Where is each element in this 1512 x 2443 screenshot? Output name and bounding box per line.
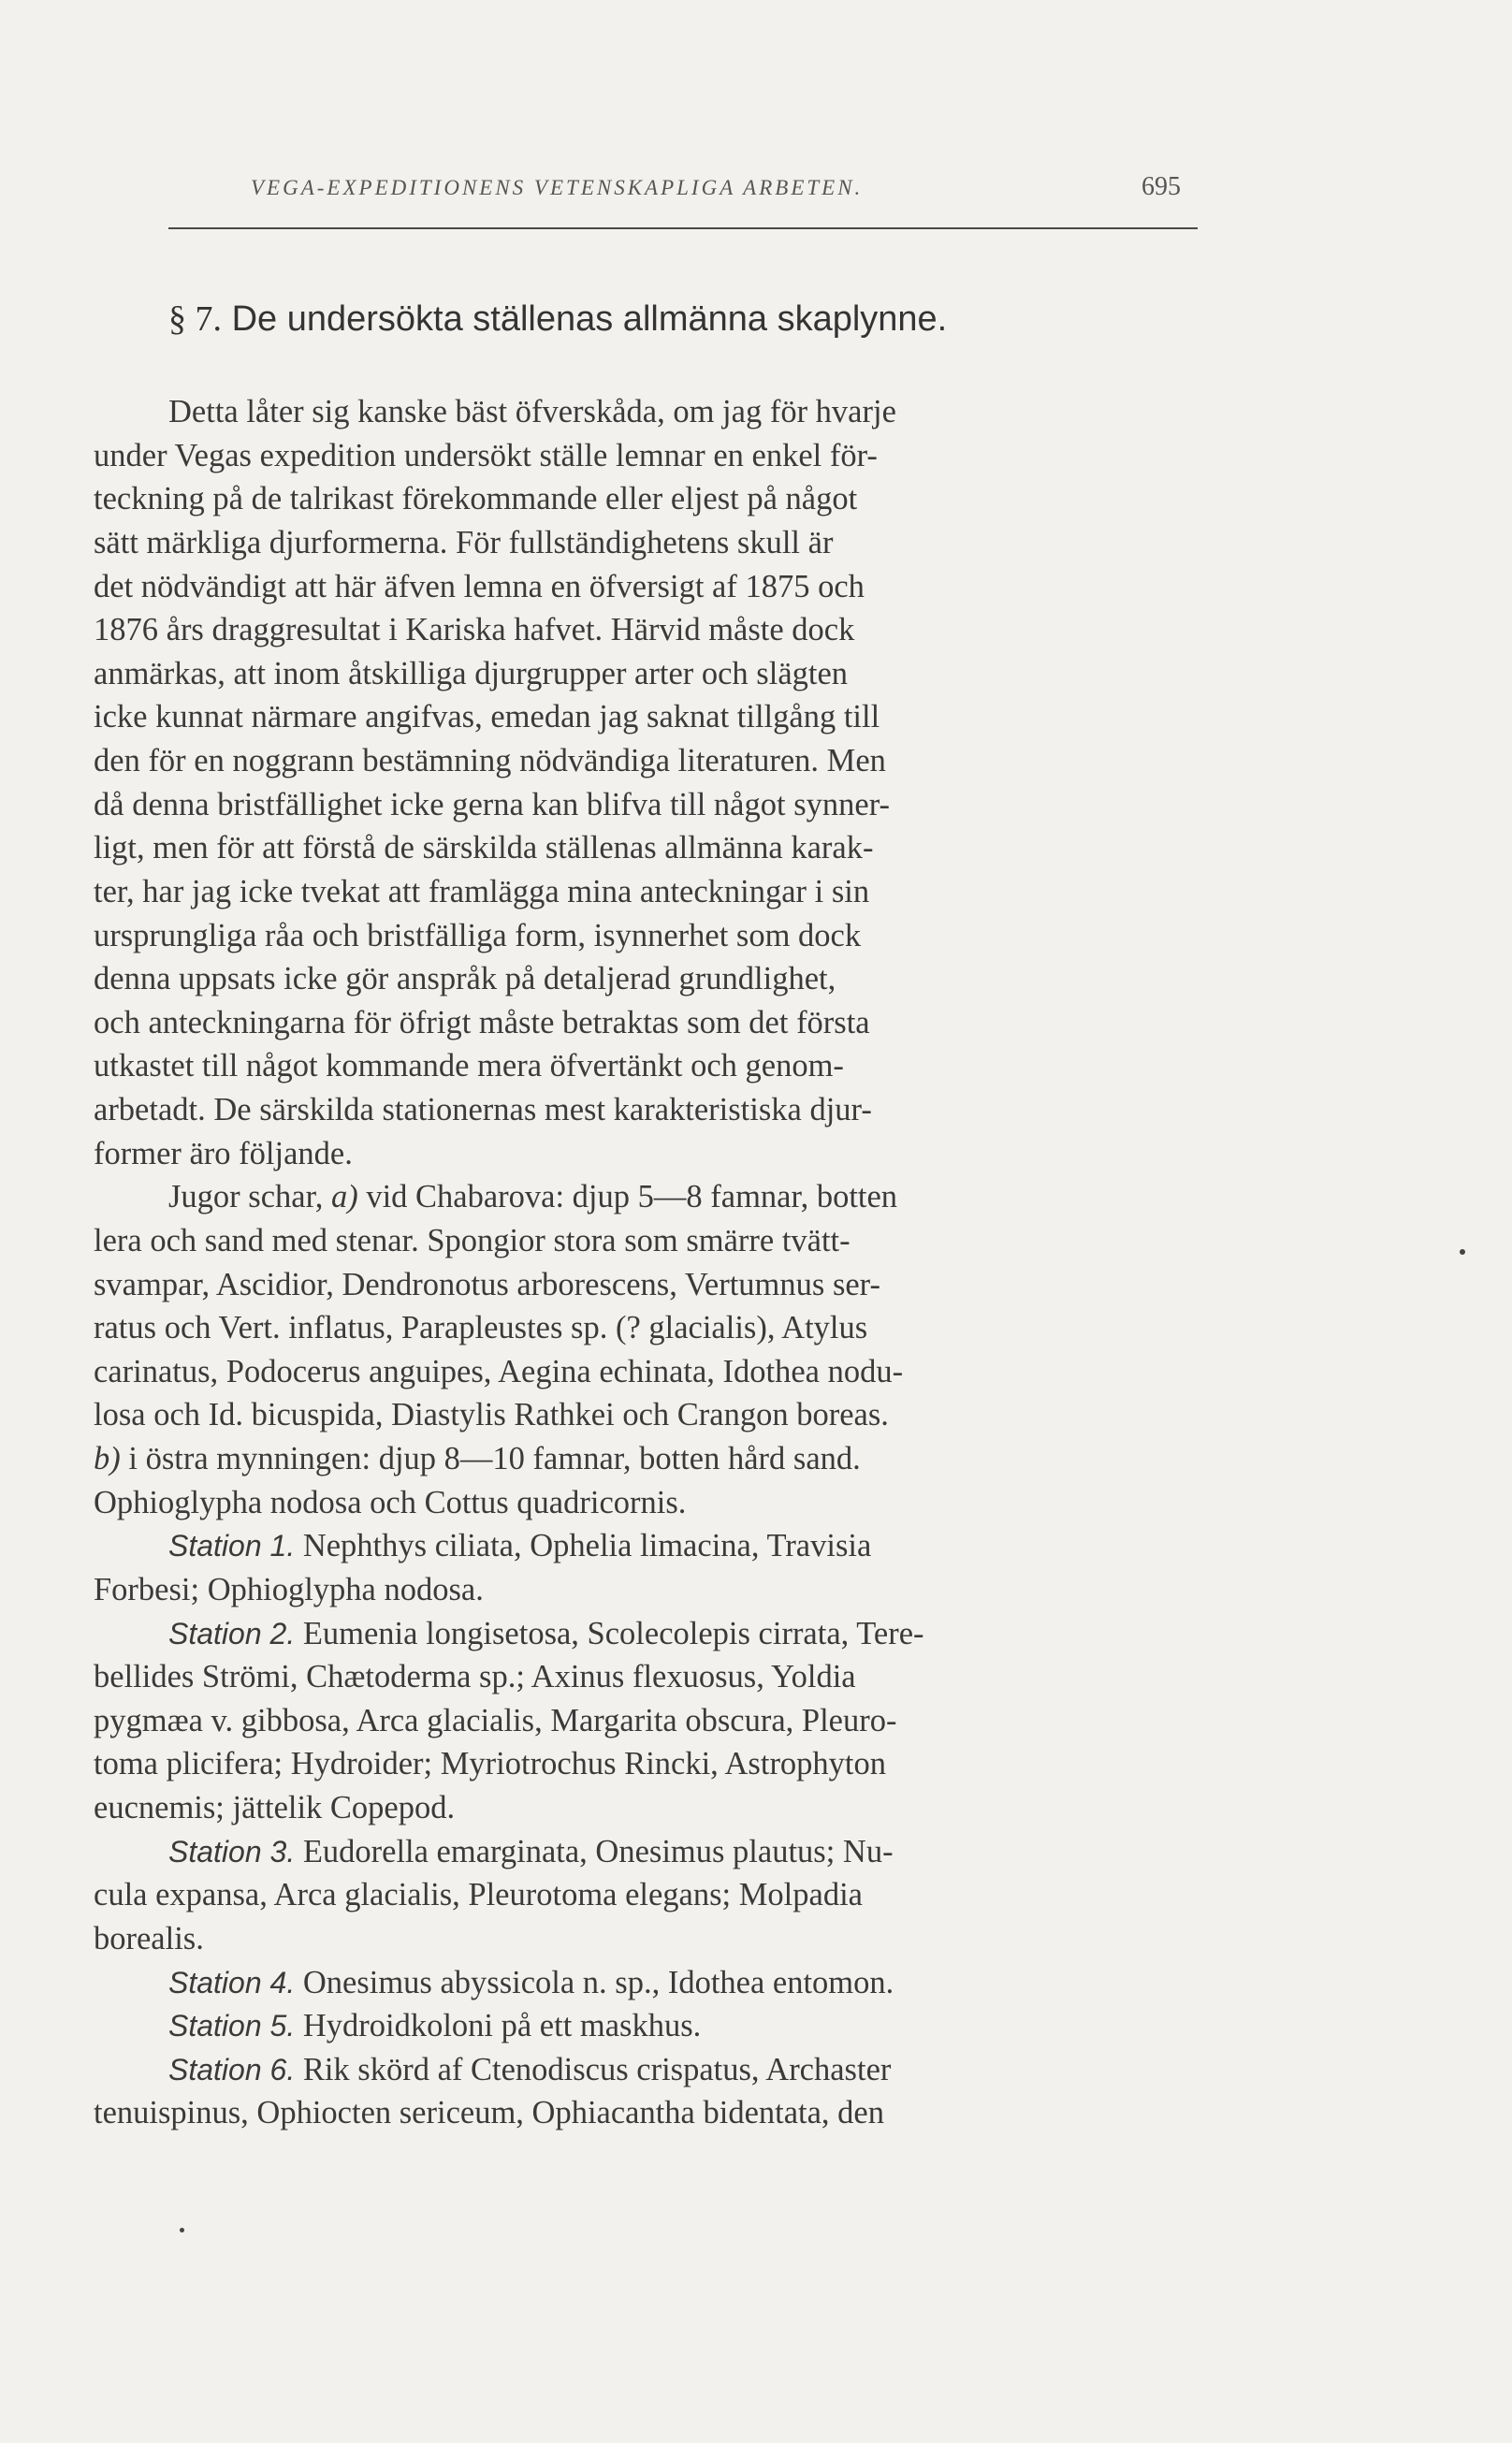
text-line: 1876 års draggresultat i Kariska hafvet. Härvid måste dock (94, 612, 855, 648)
text-line: lera och sand med stenar. Spongior stora som smärre tvätt- (94, 1222, 850, 1258)
text-line: denna uppsats icke gör anspråk på detaljerad grundlighet, (94, 961, 836, 997)
text-line: Ophioglypha nodosa och Cottus quadricornis. (94, 1484, 687, 1520)
section-heading (168, 298, 1198, 340)
station-entry-line (94, 2048, 1198, 2092)
station-label: Station 3. (168, 1834, 296, 1869)
text-line: tenuispinus, Ophiocten sericeum, Ophiacantha bidentata, den (94, 2095, 884, 2131)
text-line: svampar, Ascidior, Dendronotus arborescens, Vertumnus ser- (94, 1266, 880, 1302)
text-line: ratus och Vert. inflatus, Parapleustes sp. (? glacialis), Atylus (94, 1310, 868, 1346)
text-line: ursprungliga råa och bristfälliga form, isynnerhet som dock (94, 917, 862, 953)
text-line: anmärkas, att inom åtskilliga djurgrupper arter och slägten (94, 655, 849, 691)
text-line: arbetadt. De särskilda stationernas mest karakteristiska djur- (94, 1092, 872, 1127)
text-line: utkastet till något kommande mera öfvertänkt och genom- (94, 1048, 844, 1084)
text-line: carinatus, Podocerus anguipes, Aegina echinata, Idothea nodu- (94, 1353, 904, 1389)
station-text: Rik skörd af Ctenodiscus crispatus, Archaster (295, 2051, 892, 2087)
entry-text: vid Chabarova: djup 5—8 famnar, botten (357, 1179, 898, 1215)
station-label: Station 5. (168, 2009, 296, 2043)
sublocation-label: b) (94, 1441, 121, 1476)
text-line: och anteckningarna för öfrigt måste betraktas som det första (94, 1004, 870, 1040)
station-label: Station 6. (168, 2052, 296, 2087)
text-line: losa och Id. bicuspida, Diastylis Rathkei och Crangon boreas. (94, 1397, 889, 1433)
entry-text: i östra mynningen: djup 8—10 famnar, botten hård sand. (120, 1441, 861, 1476)
text-line: former äro följande. (94, 1135, 353, 1171)
station-entry-line (94, 1961, 1198, 2005)
station-entry-line (94, 1612, 1198, 1656)
text-line: pygmæa v. gibbosa, Arca glacialis, Margarita obscura, Pleuro- (94, 1702, 897, 1738)
station-entry-line (94, 2004, 1198, 2048)
section-title-text: De undersökta ställenas allmänna skaplynne. (231, 299, 948, 339)
text-line: ligt, men för att förstå de särskilda ställenas allmänna karak- (94, 830, 874, 866)
station-text: Eumenia longisetosa, Scolecolepis cirrata, Tere- (295, 1615, 924, 1651)
text-line: Forbesi; Ophioglypha nodosa. (94, 1571, 484, 1607)
station-entry-line (94, 1524, 1198, 1568)
text-line: icke kunnat närmare angifvas, emedan jag saknat tillgång till (94, 699, 880, 735)
print-speck (1460, 1249, 1465, 1255)
station-text: Hydroidkoloni på ett maskhus. (295, 2008, 702, 2044)
station-entry-line (94, 1830, 1198, 1874)
station-label: Station 4. (168, 1965, 296, 1999)
text-line: det nödvändigt att här äfven lemna en öfversigt af 1875 och (94, 568, 865, 604)
text-line: sätt märkliga djurformerna. För fullständighetens skull är (94, 524, 834, 560)
text-line: den för en noggrann bestämning nödvändiga literaturen. Men (94, 743, 886, 778)
station-text: Nephthys ciliata, Ophelia limacina, Travisia (295, 1528, 872, 1564)
text-line: under Vegas expedition undersökt ställe lemnar en enkel för- (94, 437, 878, 473)
sublocation-label: a) (330, 1179, 358, 1215)
text-line: bellides Strömi, Chætoderma sp.; Axinus flexuosus, Yoldia (94, 1659, 856, 1695)
text-line: då denna bristfällighet icke gerna kan blifva till något synner- (94, 786, 890, 822)
station-label: Station 2. (168, 1616, 296, 1650)
text-line: borealis. (94, 1920, 204, 1956)
page-number: 695 (1141, 172, 1181, 201)
text-line: Detta låter sig kanske bäst öfverskåda, om jag för hvarje (168, 394, 896, 429)
header-rule (168, 227, 1198, 229)
location-entry-line (94, 1175, 1198, 1219)
location-name: Jugor schar, (168, 1179, 331, 1215)
text-line: cula expansa, Arca glacialis, Pleurotoma elegans; Molpadia (94, 1877, 863, 1913)
station-text: Eudorella emarginata, Onesimus plautus; Nu- (295, 1833, 894, 1869)
text-line: teckning på de talrikast förekommande eller eljest på något (94, 481, 858, 517)
text-line: ter, har jag icke tvekat att framlägga mina anteckningar i sin (94, 873, 870, 909)
body-text (94, 390, 1198, 2135)
running-head: VEGA-EXPEDITIONENS VETENSKAPLIGA ARBETEN. (251, 176, 864, 199)
section-number: § 7. (168, 299, 222, 339)
station-text: Onesimus abyssicola n. sp., Idothea entomon. (295, 1964, 894, 2000)
print-speck (180, 2228, 184, 2232)
text-line: eucnemis; jättelik Copepod. (94, 1790, 456, 1825)
station-label: Station 1. (168, 1529, 296, 1563)
location-entry-line (94, 1437, 1198, 1481)
text-line: toma plicifera; Hydroider; Myriotrochus Rincki, Astrophyton (94, 1746, 887, 1782)
